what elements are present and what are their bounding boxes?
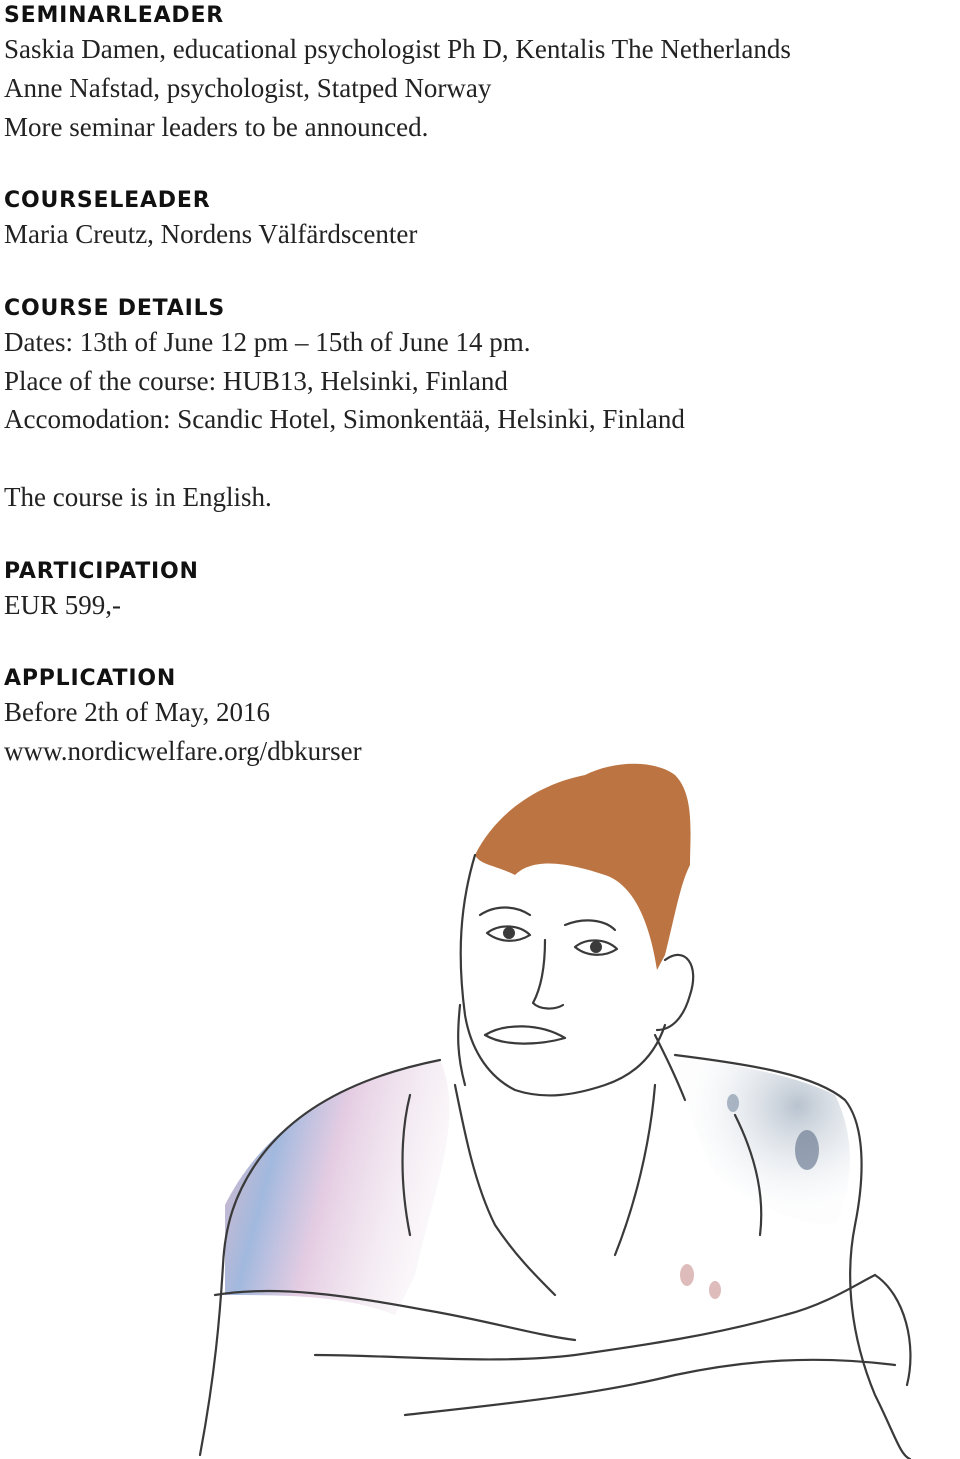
course-accommodation: Accomodation: Scandic Hotel, Simonkentää, Helsinki, Finland: [4, 404, 685, 435]
person-portrait-illustration: [195, 755, 925, 1459]
course-place: Place of the course: HUB13, Helsinki, Finland: [4, 365, 508, 396]
participation-fee: EUR 599,-: [4, 589, 121, 620]
collar-right: [615, 1085, 655, 1255]
course-info-text: [4, 0, 954, 771]
left-brow: [480, 908, 530, 916]
right-brow: [565, 920, 615, 930]
participation-section: [4, 556, 954, 625]
mouth: [485, 1026, 565, 1043]
neck-left: [458, 1005, 465, 1085]
forearm: [405, 1360, 895, 1415]
shirt-spot: [727, 1094, 739, 1112]
shirt-spot: [680, 1264, 694, 1286]
collar-left: [455, 1085, 555, 1295]
nose: [533, 940, 563, 1009]
spacer: [4, 439, 954, 478]
course-leader-section: [4, 185, 954, 254]
shirt-spot: [795, 1130, 819, 1170]
seminar-leader-heading: SEMINARLEADER: [4, 3, 225, 28]
elbow-right: [875, 1275, 910, 1385]
seminar-leader-line: More seminar leaders to be announced.: [4, 111, 429, 142]
ear: [657, 955, 693, 1030]
seminar-leader-line: Anne Nafstad, psychologist, Statped Norway: [4, 72, 492, 103]
course-dates: Dates: 13th of June 12 pm – 15th of June 14 pm.: [4, 326, 531, 357]
course-leader-heading: COURSELEADER: [4, 188, 211, 214]
participation-heading: PARTICIPATION: [4, 558, 199, 584]
hair: [475, 764, 691, 970]
shirt-left-wash: [225, 1060, 450, 1315]
shirt-spot: [709, 1281, 721, 1299]
course-details-heading: COURSE DETAILS: [4, 295, 226, 321]
spacer: [4, 146, 954, 185]
seminar-leader-section: [4, 0, 954, 146]
seminar-leader-line: Saskia Damen, educational psychologist Ph D, Kentalis The Netherlands: [4, 34, 791, 64]
spacer: [4, 517, 954, 556]
spacer: [4, 624, 954, 663]
course-details-section: [4, 293, 954, 517]
shirt-right-wash: [675, 1055, 850, 1225]
application-heading: APPLICATION: [4, 666, 177, 692]
left-pupil: [503, 927, 515, 939]
application-url[interactable]: www.nordicwelfare.org/dbkurser: [4, 735, 362, 766]
course-leader-line: Maria Creutz, Nordens Välfärdscenter: [4, 219, 418, 250]
spacer: [4, 254, 954, 293]
application-deadline: Before 2th of May, 2016: [4, 697, 270, 728]
course-language-note: The course is in English.: [4, 481, 272, 512]
right-pupil: [590, 941, 602, 953]
